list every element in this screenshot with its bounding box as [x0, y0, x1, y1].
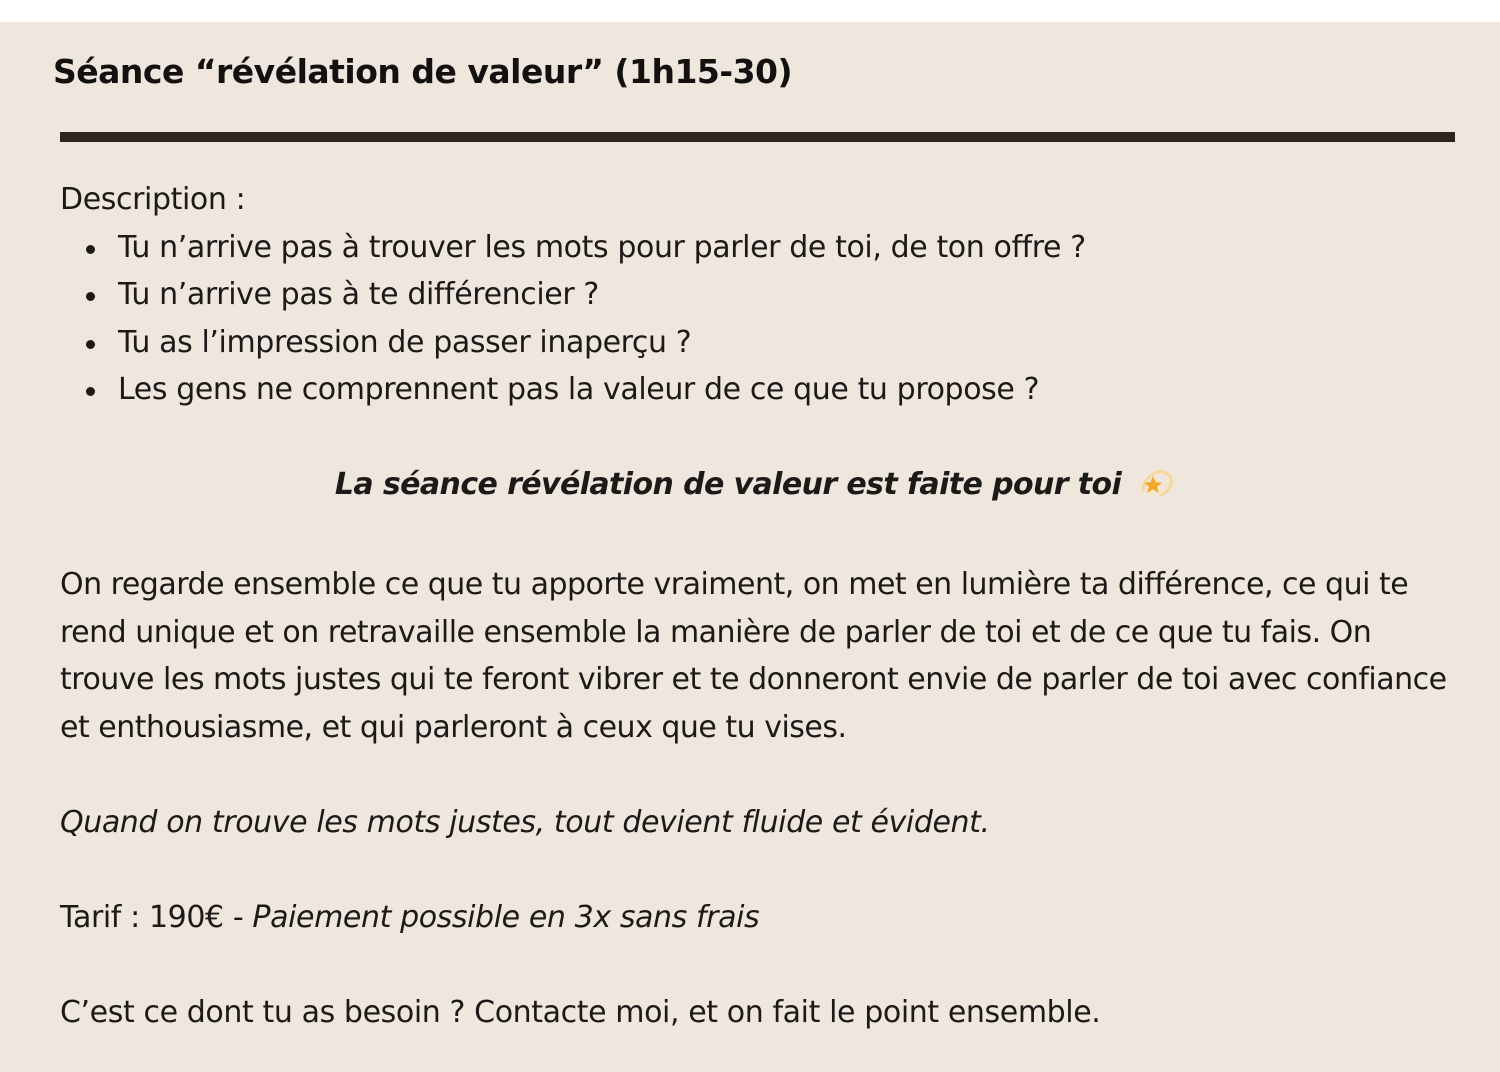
payment-note: Paiement possible en 3x sans frais — [252, 899, 760, 935]
content-area — [60, 176, 1450, 1036]
list-item: Les gens ne comprennent pas la valeur de ce que tu propose ? — [118, 366, 1450, 414]
quote-line: Quand on trouve les mots justes, tout devient fluide et évident. — [60, 804, 990, 840]
list-item: Tu n’arrive pas à te différencier ? — [118, 271, 1450, 319]
body-paragraph: On regarde ensemble ce que tu apporte vraiment, on met en lumière ta différence, ce qui te rend unique et on retravaille ensemble la manière de parler de toi et de ce que tu fais. On trouve les mots justes qui te feront vibrer et te donneront envie de parler de toi avec confiance et enthousiasme, et qui parleront à ceux que tu vises. — [60, 567, 1447, 745]
page-title: Séance “révélation de valeur” (1h15-30) — [53, 52, 793, 91]
service-card — [0, 22, 1500, 1072]
contact-line: C’est ce dont tu as besoin ? Contacte moi, et on fait le point ensemble. — [60, 994, 1101, 1030]
list-item: Tu n’arrive pas à trouver les mots pour parler de toi, de ton offre ? — [118, 224, 1450, 272]
description-label: Description : — [60, 182, 246, 217]
pain-points-list — [60, 224, 1450, 414]
highlight-text: La séance révélation de valeur est faite pour toi — [334, 466, 1122, 502]
highlight-heading — [60, 461, 1450, 515]
shooting-star-icon — [1137, 464, 1175, 515]
list-item: Tu as l’impression de passer inaperçu ? — [118, 319, 1450, 367]
title-divider — [60, 132, 1455, 142]
price-label: Tarif : 190€ - — [60, 899, 253, 935]
price-line — [60, 894, 1450, 942]
